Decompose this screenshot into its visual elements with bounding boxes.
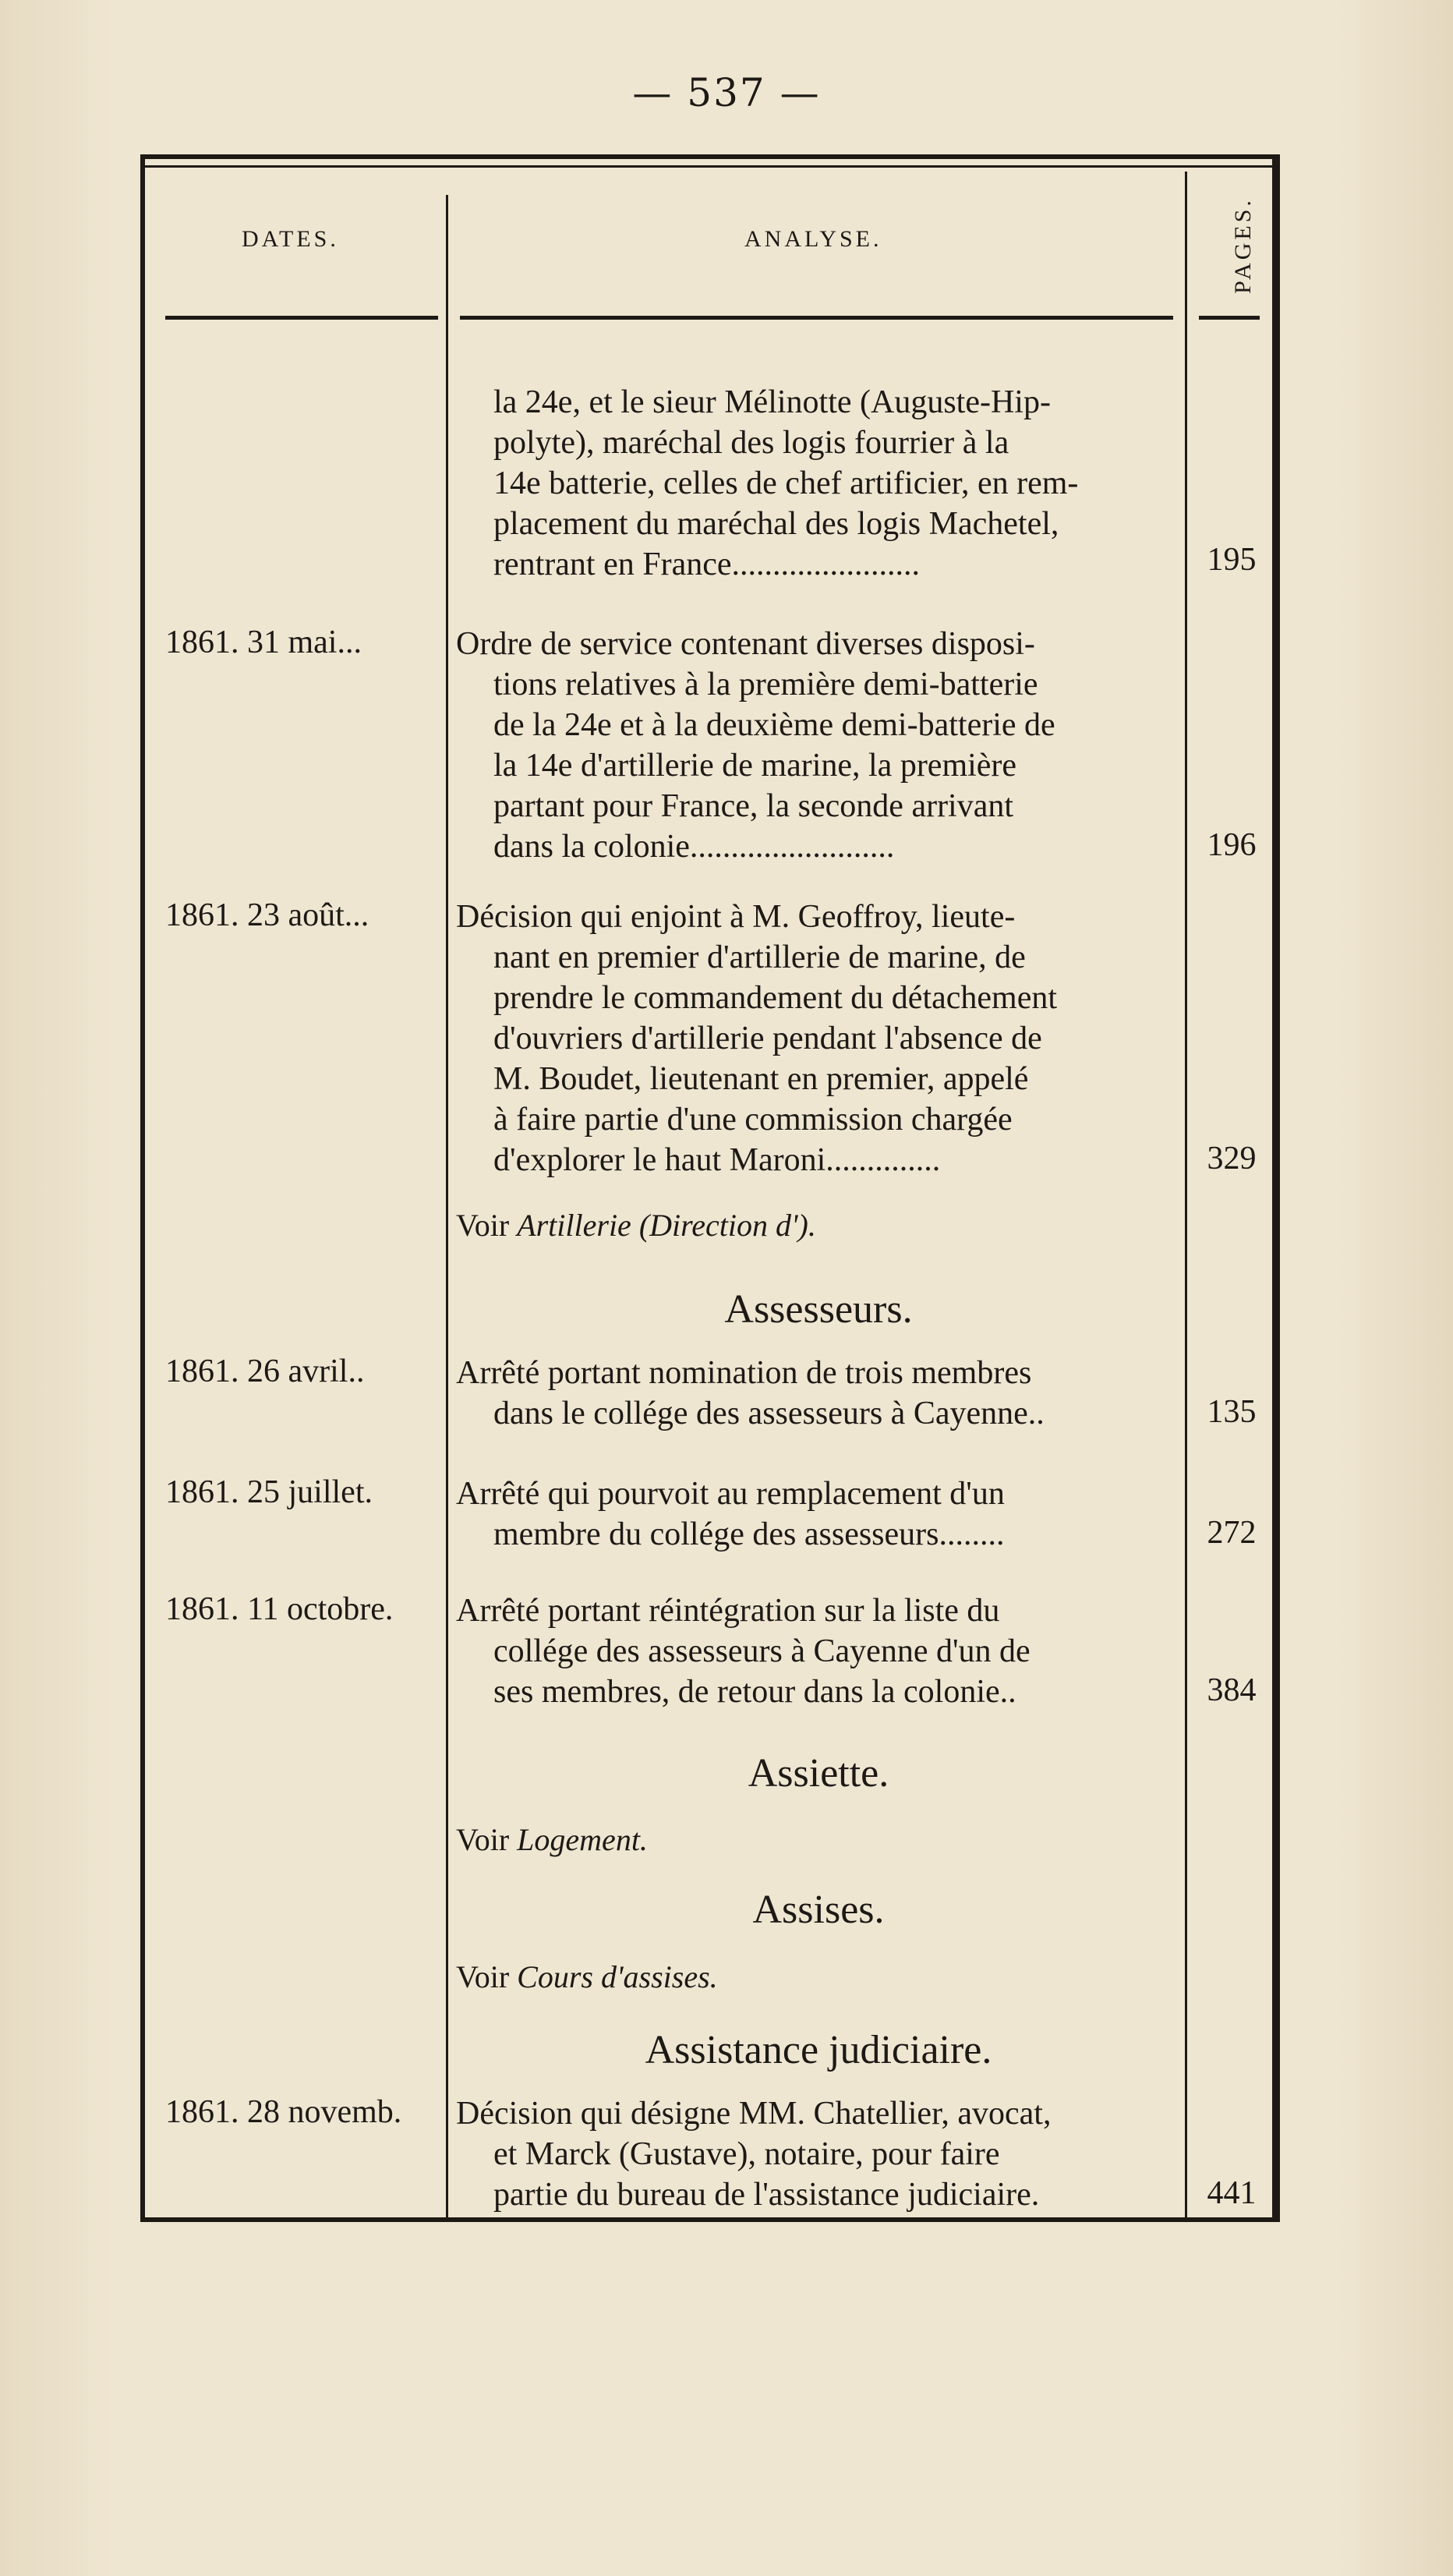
cross-reference: Voir Cours d'assises. xyxy=(456,1959,718,1994)
header-analyse: ANALYSE. xyxy=(744,226,882,252)
page-reference: 196 xyxy=(1207,827,1257,863)
entry-text: Ordre de service contenant diverses disposi- tions relatives à la première demi-batterie de la 24e et à la deuxième demi-batterie de la 14e d'artillerie de marine, la première partant pour France, la seconde arrivant dans la colonie......................... xyxy=(456,626,1055,865)
header-rule-pages xyxy=(1199,316,1260,320)
header-dates: DATES. xyxy=(242,226,339,252)
entry-text: la 24e, et le sieur Mélinotte (Auguste-Hip- polyte), maréchal des logis fourrier à la 14e batterie, celles de chef artificier, en rem- placement du maréchal des logis Machetel, rentrant en France....................... xyxy=(493,384,1079,582)
entry-text: Arrêté portant réintégration sur la liste du collége des assesseurs à Cayenne d'un de ses membres, de retour dans la colonie.. xyxy=(456,1593,1031,1710)
header-pages: PAGES. xyxy=(1230,197,1256,294)
header-rule-analyse xyxy=(460,316,1173,320)
entry-date: 1861. 23 août... xyxy=(165,897,369,933)
cross-reference: Voir Logement. xyxy=(456,1822,648,1857)
page-reference: 384 xyxy=(1207,1672,1257,1708)
page-number: — 537 — xyxy=(632,70,821,115)
page-reference: 272 xyxy=(1207,1515,1257,1551)
entry-date: 1861. 31 mai... xyxy=(165,625,362,660)
table-top-rule xyxy=(140,165,1280,168)
page-reference: 135 xyxy=(1207,1394,1257,1430)
page-reference: 441 xyxy=(1207,2175,1257,2211)
entry-text: Décision qui désigne MM. Chatellier, avocat, et Marck (Gustave), notaire, pour faire partie du bureau de l'assistance judiciaire. xyxy=(456,2096,1052,2213)
page-reference: 195 xyxy=(1207,542,1257,578)
entry-text: Arrêté qui pourvoit au remplacement d'un membre du collége des assesseurs........ xyxy=(456,1476,1005,1552)
entry-date: 1861. 28 novemb. xyxy=(165,2094,402,2130)
entry-text: Décision qui enjoint à M. Geoffroy, lieute- nant en premier d'artillerie de marine, de prendre le commandement du détachement d'ouvriers d'artillerie pendant l'absence de M. Boudet, lieutenant en premier, appelé à faire partie d'une commission chargée d'explorer le haut Maroni.............. xyxy=(456,899,1058,1178)
entry-date: 1861. 25 juillet. xyxy=(165,1474,373,1510)
section-heading: Assises. xyxy=(752,1888,885,1932)
entry-text: Arrêté portant nomination de trois membres dans le collége des assesseurs à Cayenne.. xyxy=(456,1355,1045,1431)
cross-reference: Voir Artillerie (Direction d'). xyxy=(456,1208,816,1243)
header-rule-dates xyxy=(165,316,438,320)
page-reference: 329 xyxy=(1207,1141,1257,1177)
entry-date: 1861. 11 octobre. xyxy=(165,1591,394,1627)
dates-column-divider xyxy=(446,195,448,2222)
section-heading: Assiette. xyxy=(748,1751,889,1796)
pages-column-divider xyxy=(1185,172,1187,2222)
section-heading: Assesseurs. xyxy=(724,1287,913,1332)
section-heading: Assistance judiciaire. xyxy=(645,2028,992,2072)
entry-date: 1861. 26 avril.. xyxy=(165,1353,365,1389)
